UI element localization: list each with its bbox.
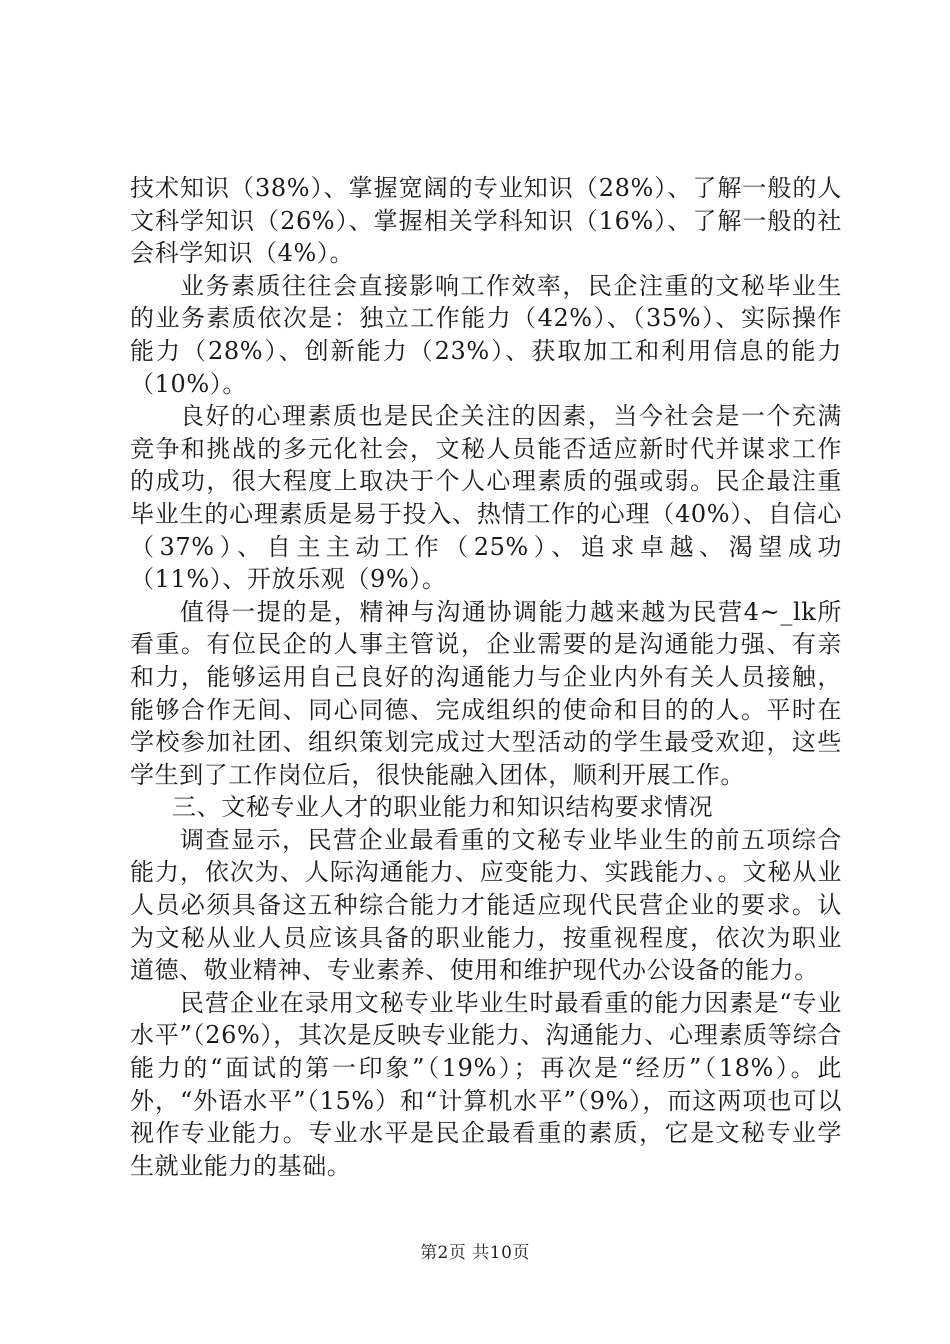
paragraph-communication-ability: 值得一提的是，精神与沟通协调能力越来越为民营4~_lk所看重。有位民企的人事主管说，企业需要的是沟通能力强、有亲和力，能够运用自己良好的沟通能力与企业内外有关人员接触，能够合作无间、同心同德、完成组织的使命和目的的人。平时在学校参加社团、组织策划完成过大型活动的学生最受欢迎，这些学生到了工作岗位后，很快能融入团体，顺利开展工作。 bbox=[130, 597, 842, 789]
document-body bbox=[130, 172, 842, 1182]
page-number-footer: 第2页 共10页 bbox=[420, 1243, 530, 1263]
section-heading-three: 三、文秘专业人才的职业能力和知识结构要求情况 bbox=[172, 793, 714, 822]
paragraph-business-quality: 业务素质往往会直接影响工作效率，民企注重的文秘毕业生的业务素质依次是：独立工作能力（42%）、（35%）、实际操作能力（28%）、创新能力（23%）、获取加工和利用信息的能力（10%）。 bbox=[130, 271, 842, 398]
paragraph-knowledge-continued: 技术知识（38%）、掌握宽阔的专业知识（28%）、了解一般的人文科学知识（26%）、掌握相关学科知识（16%）、了解一般的社会科学知识（4%）。 bbox=[130, 174, 842, 268]
paragraph-hiring-factors: 民营企业在录用文秘专业毕业生时最看重的能力因素是“专业水平”（26%），其次是反映专业能力、沟通能力、心理素质等综合能力的“面试的第一印象”（19%）；再次是“经历”（18%）。此外，“外语水平”（15%）和“计算机水平”（9%），而这两项也可以视作专业能力。专业水平是民企最看重的素质，它是文秘专业学生就业能力的基础。 bbox=[130, 988, 842, 1180]
paragraph-survey-results: 调查显示，民营企业最看重的文秘专业毕业生的前五项综合能力，依次为、人际沟通能力、应变能力、实践能力、。文秘从业人员必须具备这五种综合能力才能适应现代民营企业的要求。认为文秘从业人员应该具备的职业能力，按重视程度，依次为职业道德、敬业精神、专业素养、使用和维护现代办公设备的能力。 bbox=[130, 825, 842, 985]
paragraph-psychological-quality: 良好的心理素质也是民企关注的因素，当今社会是一个充满竞争和挑战的多元化社会，文秘人员能否适应新时代并谋求工作的成功，很大程度上取决于个人心理素质的强或弱。民企最注重毕业生的心理素质是易于投入、热情工作的心理（40%）、自信心（37%）、自主主动工作（25%）、追求卓越、渴望成功（11%）、开放乐观（9%）。 bbox=[130, 402, 842, 594]
